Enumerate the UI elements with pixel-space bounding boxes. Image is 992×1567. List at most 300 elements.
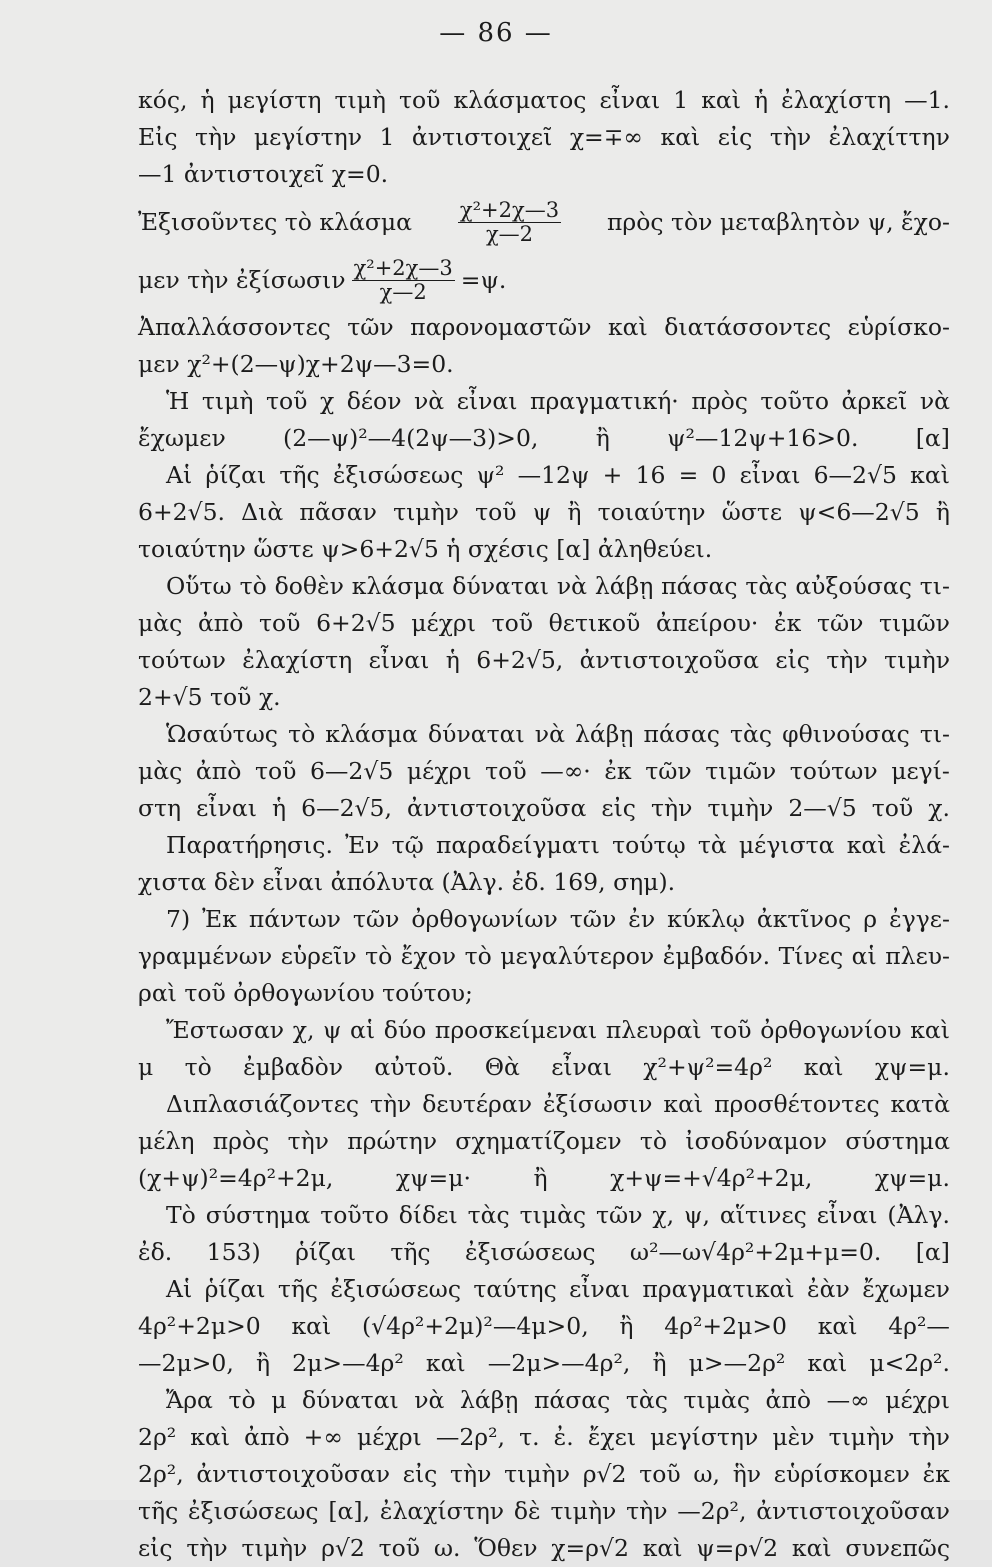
word: ἢ — [619, 1312, 634, 1340]
word: καὶ — [190, 1423, 231, 1451]
word: τοῦ — [259, 609, 301, 637]
word: τὸ — [365, 942, 393, 970]
word: Ὡσαύτως — [166, 720, 278, 748]
word: Ἐν — [345, 831, 380, 859]
word: ῥίζαι — [204, 1275, 266, 1303]
word: 6—2√5, — [301, 794, 392, 822]
word: μεγίστην — [650, 1423, 759, 1451]
word: τὰς — [625, 1386, 668, 1414]
word: ρ — [863, 905, 878, 933]
text-line — [138, 1382, 950, 1419]
word: τοιαύτην — [597, 498, 706, 526]
word: Διπλασιάζοντες — [166, 1090, 360, 1118]
word: τοῦτο — [760, 387, 830, 415]
word: δοθὲν — [274, 572, 344, 600]
word: ἢ — [595, 424, 610, 452]
word: τὸ — [239, 572, 267, 600]
word: μ — [138, 1053, 154, 1081]
word: ψ — [323, 1016, 342, 1044]
word: μέχρι — [411, 609, 476, 637]
text-line — [138, 1049, 950, 1086]
word: ἀπὸ — [244, 1423, 290, 1451]
word: διατάσσοντες — [664, 313, 832, 341]
word: ἀκτῖνος — [756, 905, 852, 933]
word: φθινούσας — [782, 720, 910, 748]
word: τιμὴ — [334, 86, 387, 114]
word: σύστημα — [205, 1201, 311, 1229]
text-line — [138, 457, 950, 494]
word: χ²+ψ²=4ρ² — [643, 1053, 773, 1081]
word: ἐμβαδὸν — [243, 1053, 344, 1081]
word: + — [602, 461, 623, 489]
word: μέχρι — [406, 757, 472, 785]
word: πλευ- — [885, 942, 950, 970]
page-body-text — [138, 82, 950, 1567]
word: 6+2√5 — [316, 609, 396, 637]
word: καὶ — [663, 1090, 704, 1118]
word: Παρατήρησις. — [166, 831, 333, 859]
word: μ — [271, 1386, 287, 1414]
word: νὰ — [534, 720, 565, 748]
word: τὸ — [288, 720, 316, 748]
word: Ὅθεν — [474, 1534, 538, 1562]
fraction-denominator: χ—2 — [485, 221, 534, 246]
word: τὴν — [450, 1460, 492, 1488]
word: Ἀπαλλάσσοντες — [138, 313, 331, 341]
word: καὶ — [701, 86, 741, 114]
word: τοῦ — [871, 794, 914, 822]
word: εἰς — [402, 1460, 438, 1488]
word: —1. — [904, 86, 950, 114]
word: τὴν — [626, 1497, 668, 1525]
word: ταύτης — [473, 1275, 557, 1303]
word: ἐν — [628, 905, 656, 933]
word: συνεπῶς — [845, 1534, 950, 1562]
word: ἐλαχίττην — [828, 123, 950, 151]
text-line — [138, 1012, 950, 1049]
word: τῆς — [279, 461, 320, 489]
text-line — [138, 1530, 950, 1567]
word: πάντων — [248, 905, 341, 933]
word: εὑρεῖν — [280, 942, 357, 970]
word: ἀπὸ — [197, 609, 244, 637]
word: —∞· — [540, 757, 591, 785]
word: στη — [138, 794, 182, 822]
word: αὐτοῦ. — [374, 1053, 454, 1081]
word: 2μ>—4ρ² — [292, 1349, 404, 1377]
word: ἐμβαδόν. — [662, 942, 771, 970]
word: τ. — [519, 1423, 540, 1451]
word: —2μ>—4ρ², — [487, 1349, 631, 1377]
word: νὰ — [919, 387, 950, 415]
word: 6+2√5, — [476, 646, 564, 674]
word: ἐκ — [604, 757, 632, 785]
word: εἰς — [775, 646, 810, 674]
word: τιμὰς — [683, 1386, 750, 1414]
text-line — [138, 1308, 950, 1345]
word: 7) — [166, 905, 191, 933]
word: μὰς — [138, 757, 183, 785]
word: τὰς — [730, 720, 773, 748]
word: δύο — [383, 1016, 427, 1044]
word: πρὸς — [691, 387, 748, 415]
word: +∞ — [303, 1423, 343, 1451]
word: τῆς — [277, 1275, 319, 1303]
word: ἐὰν — [807, 1275, 850, 1303]
word: 1 — [673, 86, 689, 114]
word: αὐξούσας — [795, 572, 912, 600]
word: εἶναι — [816, 1201, 878, 1229]
word: καὶ — [425, 1349, 466, 1377]
word: Τὸ — [166, 1201, 196, 1229]
word: ἐξίσωσιν — [542, 1090, 653, 1118]
text-line — [138, 1493, 950, 1530]
word: μέλη — [138, 1127, 195, 1155]
word: παραδείγματι — [435, 831, 600, 859]
word: τὸ — [184, 1053, 212, 1081]
text-line — [138, 119, 950, 156]
word: νὰ — [414, 1386, 445, 1414]
word: —2μ>0, — [138, 1349, 234, 1377]
text-line — [138, 605, 950, 642]
word: ἀπὸ — [765, 1386, 812, 1414]
word: τοῦ — [265, 387, 308, 415]
word: κλάσμα — [351, 572, 445, 600]
word: (√4ρ²+2μ)²—4μ>0, — [362, 1312, 589, 1340]
text-line — [138, 1271, 950, 1308]
word: μεγαλύτερον — [500, 942, 655, 970]
word: τὴν — [769, 123, 812, 151]
word: τοῦ — [485, 757, 527, 785]
word: τῶν — [816, 609, 864, 637]
word: —2ρ², — [677, 1497, 747, 1525]
word: καὶ — [910, 1016, 950, 1044]
word: Ἄρα — [166, 1386, 213, 1414]
word: τὴν — [651, 794, 693, 822]
word: τῆς — [390, 1238, 431, 1266]
word: δευτέραν — [422, 1090, 533, 1118]
word: χ — [319, 387, 335, 415]
text-line: τοιαύτην ὥστε ψ>6+2√5 ἡ σχέσις [α] ἀληθεύει. — [138, 535, 713, 563]
word: ἐλαχίστην — [379, 1497, 505, 1525]
word: ψ²—12ψ+16>0. — [667, 424, 859, 452]
text-line: 2+√5 τοῦ χ. — [138, 683, 281, 711]
word: καὶ — [910, 461, 950, 489]
word: 2ρ², — [138, 1460, 184, 1488]
word: ὥστε — [721, 498, 783, 526]
equation-tail-text: πρὸς τὸν μεταβλητὸν ψ, ἔχο- — [606, 208, 950, 236]
word: Ἐκ — [202, 905, 237, 933]
word: ὀρθογωνίων — [411, 905, 558, 933]
word: προσθέτοντες — [714, 1090, 880, 1118]
text-line — [138, 790, 950, 827]
word: πραγματικαὶ — [642, 1275, 795, 1303]
word: τιμὴν — [393, 498, 459, 526]
word: πάσας — [533, 1386, 611, 1414]
word: τοῦτο — [320, 1201, 389, 1229]
word: νὰ — [414, 387, 445, 415]
word: τοῦ — [491, 609, 534, 637]
word: ἐ. — [553, 1423, 574, 1451]
text-line: ραὶ τοῦ ὀρθογωνίου τούτου; — [138, 979, 473, 1007]
word: εἶναι — [368, 646, 430, 674]
word: ἀρκεῖ — [841, 387, 908, 415]
word: κλάσμα — [325, 720, 418, 748]
word: καὶ — [846, 831, 887, 859]
word: κύκλῳ — [667, 905, 745, 933]
word: Θὰ — [484, 1053, 520, 1081]
text-line — [138, 1160, 950, 1197]
word: 153) — [206, 1238, 261, 1266]
text-line — [138, 1456, 950, 1493]
text-line — [138, 1234, 950, 1271]
word: πρώτην — [347, 1127, 438, 1155]
word: Ἔστωσαν — [166, 1016, 285, 1044]
word: εἰς — [717, 123, 753, 151]
word: μέχρι — [357, 1423, 422, 1451]
text-line: μεν χ²+(2—ψ)χ+2ψ—3=0. — [138, 350, 454, 378]
word: ψ² — [476, 461, 505, 489]
word: μ>—2ρ² — [688, 1349, 786, 1377]
word: τὴν — [369, 1090, 412, 1118]
word: εἰς — [601, 794, 636, 822]
word: καὶ — [807, 1349, 848, 1377]
word: ἢ — [533, 1164, 548, 1192]
word: ἢ — [935, 498, 950, 526]
word: ἐλά- — [898, 831, 950, 859]
word: καὶ — [660, 123, 701, 151]
text-line — [138, 1345, 950, 1382]
word: ἐκ — [774, 609, 802, 637]
word: τῶν — [347, 313, 394, 341]
word: ῥίζαι — [205, 461, 267, 489]
word: τὴν — [186, 1534, 228, 1562]
word: ἀντιστοιχεῖ — [411, 123, 553, 151]
word: Διὰ — [241, 498, 284, 526]
word: λάβῃ — [459, 1386, 519, 1414]
text-line — [138, 938, 950, 975]
text-line — [138, 1086, 950, 1123]
word: μ<2ρ². — [869, 1349, 950, 1377]
word: μεγί- — [891, 757, 950, 785]
text-line — [138, 827, 950, 864]
word: μὰς — [138, 609, 183, 637]
word: τιμῶν — [705, 757, 777, 785]
word: ω²—ω√4ρ²+2μ+μ=0. — [629, 1238, 882, 1266]
text-line — [138, 383, 950, 420]
text-line — [138, 251, 950, 309]
word: τιμὴν — [707, 794, 774, 822]
word: ἐλαχίστη — [242, 646, 353, 674]
word: ἐξισώσεως — [188, 1497, 319, 1525]
text-line — [138, 568, 950, 605]
word: προσκείμεναι — [434, 1016, 598, 1044]
word: τοῦ — [710, 1016, 752, 1044]
word: αἱ — [350, 1016, 376, 1044]
word: ἔχει — [587, 1423, 637, 1451]
word: πάσας — [661, 572, 738, 600]
word: μὲν — [772, 1423, 815, 1451]
word: δύναται — [302, 1386, 399, 1414]
word: πραγματική· — [530, 387, 679, 415]
word: τι- — [919, 572, 950, 600]
word: τὴν — [195, 123, 237, 151]
word: χψ=μ· — [395, 1164, 471, 1192]
word: τοῦ — [254, 757, 297, 785]
fraction — [458, 199, 561, 244]
word: ἰσοδύναμον — [685, 1127, 828, 1155]
word: γραμμένων — [138, 942, 273, 970]
word: καὶ — [817, 1312, 858, 1340]
word: τὰ — [697, 831, 727, 859]
word: 2ρ² — [138, 1423, 177, 1451]
word: χ, — [292, 1016, 315, 1044]
word: λάβῃ — [594, 572, 654, 600]
word: νὰ — [556, 572, 587, 600]
word: ψ=ρ√2 — [696, 1534, 779, 1562]
text-line — [138, 193, 950, 251]
word: 6+2√5. — [138, 498, 225, 526]
word: χψ=μ. — [874, 1053, 950, 1081]
text-line: —1 ἀντιστοιχεῖ χ=0. — [138, 160, 389, 188]
word: τιμὴν — [550, 1497, 617, 1525]
word: τοῦ — [378, 1534, 421, 1562]
word: [α], — [328, 1497, 371, 1525]
word: ἐδ. — [138, 1238, 173, 1266]
word: τὰς — [467, 1201, 510, 1229]
fraction-numerator: χ²+2χ—3 — [353, 256, 453, 281]
word: 6—2√5 — [309, 757, 394, 785]
text-line — [138, 753, 950, 790]
text-line — [138, 82, 950, 119]
word: τῶν — [569, 905, 617, 933]
word: τῶν — [352, 905, 400, 933]
word: αἱ — [851, 942, 877, 970]
word: εἶναι — [196, 794, 257, 822]
word: 16 — [635, 461, 666, 489]
word: εἶναι — [569, 1275, 630, 1303]
word: τούτων — [789, 757, 878, 785]
word: τοῦ — [639, 1460, 681, 1488]
word: ἡ — [445, 646, 460, 674]
word: δύναται — [428, 720, 525, 748]
word: θετικοῦ — [548, 609, 641, 637]
word: = — [678, 461, 699, 489]
word: ἣν — [732, 1460, 762, 1488]
equation-tail-text: =ψ. — [460, 266, 507, 294]
word: καὶ — [791, 1534, 832, 1562]
word: [α] — [915, 424, 950, 452]
word: ἐξισώσεως — [465, 1238, 596, 1266]
word: —12ψ — [517, 461, 590, 489]
fraction-numerator: χ²+2χ—3 — [459, 198, 560, 223]
word: τὸ — [228, 1386, 256, 1414]
word: πλευραὶ — [605, 1016, 702, 1044]
word: πᾶσαν — [299, 498, 377, 526]
word: ἀντιστοιχοῦσα — [406, 794, 587, 822]
word: καὶ — [291, 1312, 332, 1340]
word: τῶν — [645, 757, 692, 785]
word: ψ — [532, 498, 552, 526]
word: μέχρι — [885, 1386, 950, 1414]
word: ω, — [693, 1460, 720, 1488]
word: τιμὰς — [519, 1201, 587, 1229]
word: Αἱ — [166, 1275, 193, 1303]
word: —∞ — [826, 1386, 870, 1414]
word: τιμὴν — [241, 1534, 308, 1562]
word: κός, — [138, 86, 188, 114]
word: πρὸς — [212, 1127, 270, 1155]
text-line — [138, 716, 950, 753]
word: λάβῃ — [575, 720, 634, 748]
word: σύστημα — [845, 1127, 950, 1155]
word: εἶναι — [551, 1053, 612, 1081]
word: ψ<6—2√5 — [798, 498, 920, 526]
word: ῥίζαι — [295, 1238, 356, 1266]
word: τὸ — [639, 1127, 668, 1155]
text-line — [138, 1419, 950, 1456]
word: ἐκ — [922, 1460, 950, 1488]
word: χ+ψ=+√4ρ²+2μ, — [610, 1164, 813, 1192]
word: αἵτινες — [719, 1201, 807, 1229]
word: τι- — [919, 720, 950, 748]
word: ἔχωμεν — [138, 424, 226, 452]
word: τὴν — [826, 646, 868, 674]
word: χ=∓∞ — [569, 123, 644, 151]
text-line — [138, 1197, 950, 1234]
word: εὑρίσκομεν — [773, 1460, 910, 1488]
word: 1 — [379, 123, 395, 151]
word: ἀπείρου· — [655, 609, 759, 637]
word: τιμὴν — [504, 1460, 570, 1488]
text-line: χιστα δὲν εἶναι ἀπόλυτα (Ἀλγ. ἐδ. 169, σημ). — [138, 868, 676, 896]
word: παρονομαστῶν — [410, 313, 592, 341]
word: Αἱ — [166, 461, 193, 489]
word: ἀντιστοιχοῦσαν — [756, 1497, 950, 1525]
word: πάσας — [643, 720, 720, 748]
word: 4ρ²+2μ>0 — [138, 1312, 261, 1340]
word: ἀπὸ — [195, 757, 242, 785]
word: μέγιστα — [738, 831, 835, 859]
word: [α] — [915, 1238, 950, 1266]
word: δύναται — [452, 572, 549, 600]
word: τὴν — [287, 1127, 329, 1155]
word: μεγίστη — [227, 86, 322, 114]
word: χ. — [928, 794, 950, 822]
word: μεγίστην — [253, 123, 362, 151]
word: —2ρ², — [435, 1423, 505, 1451]
text-line — [138, 1123, 950, 1160]
word: ἡ — [754, 86, 769, 114]
word: τῷ — [391, 831, 424, 859]
word: τοῦ — [399, 86, 441, 114]
word: κλάσματος — [453, 86, 587, 114]
word: καὶ — [607, 313, 648, 341]
word: χψ=μ. — [874, 1164, 950, 1192]
word: δέον — [346, 387, 402, 415]
word: χ=ρ√2 — [551, 1534, 629, 1562]
word: Εἰς — [138, 123, 178, 151]
equation-lead-text: Ἐξισοῦντες τὸ κλάσμα — [138, 208, 413, 236]
word: ψ, — [684, 1201, 710, 1229]
word: 2—√5 — [788, 794, 857, 822]
word: εἶναι — [456, 387, 518, 415]
word: ἀντιστοιχοῦσα — [579, 646, 760, 674]
word: τιμῶν — [879, 609, 950, 637]
text-line — [138, 901, 950, 938]
word: Ἡ — [166, 387, 190, 415]
word: τούτων — [138, 646, 226, 674]
